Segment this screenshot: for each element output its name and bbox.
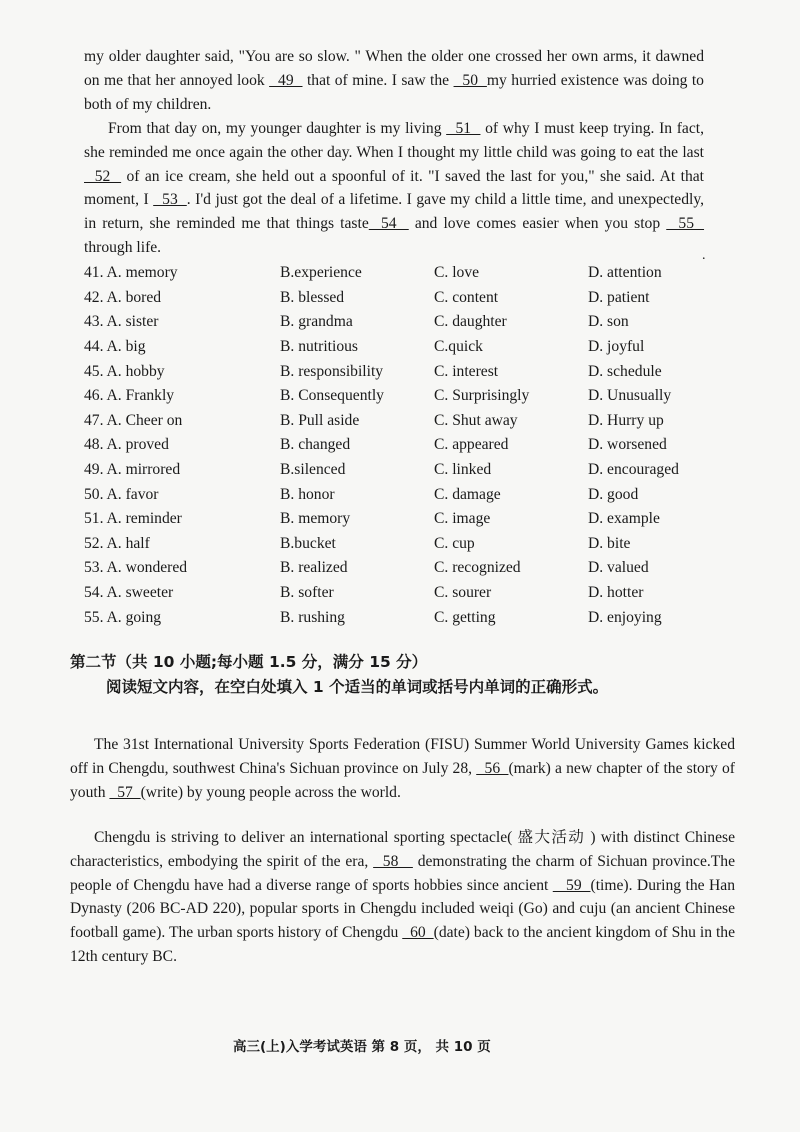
option-c: C. getting xyxy=(434,608,496,626)
option-a: 54. A. sweeter xyxy=(84,584,174,602)
passage-text: (mark) a new chapter of the story of youth xyxy=(70,759,735,801)
option-row xyxy=(84,532,724,557)
passage-text: my older daughter said, "You are so slow. " When the older one crossed her own arms, it dawned on me that her annoyed look xyxy=(84,48,704,89)
option-d: D. joyful xyxy=(588,338,645,356)
option-row xyxy=(84,605,724,630)
option-d: D. hotter xyxy=(588,584,644,602)
passage2-paragraph-1 xyxy=(70,733,735,804)
option-d: D. good xyxy=(588,485,639,503)
option-b: B. honor xyxy=(280,485,335,503)
option-b: B. changed xyxy=(280,436,351,454)
option-a: 50. A. favor xyxy=(84,485,159,503)
option-row xyxy=(84,310,724,335)
answer-blank: 59 xyxy=(552,876,591,894)
option-d: D. example xyxy=(588,510,660,528)
option-c: C. content xyxy=(434,288,499,306)
option-b: B. responsibility xyxy=(280,362,384,380)
option-a: 55. A. going xyxy=(84,608,162,626)
answer-blank: 57 xyxy=(109,783,141,801)
option-a: 51. A. reminder xyxy=(84,510,182,528)
option-a: 49. A. mirrored xyxy=(84,461,181,479)
option-c: C. Shut away xyxy=(434,411,518,429)
option-d: D. attention xyxy=(588,264,662,282)
passage-text: . I'd just got the deal of a lifetime. I gave my child a little time, and unexpectedly, in return, she reminded me that things taste xyxy=(84,191,705,233)
option-a: 53. A. wondered xyxy=(84,559,188,577)
section-2-instruction: 阅读短文内容，在空白处填入 1 个适当的单词或括号内单词的正确形式。 xyxy=(106,678,609,696)
option-b: B. memory xyxy=(280,510,351,528)
answer-blank: 58 xyxy=(373,852,413,870)
option-row xyxy=(84,335,724,360)
option-row xyxy=(84,581,724,606)
passage-text: (time). During the Han Dynasty (206 BC-AD 220), popular sports in Chengdu included weiqi (Go) and cuju (an ancient Chinese football game). The urban sports history of Chengdu xyxy=(70,876,735,942)
answer-blank: 54 xyxy=(368,215,409,233)
option-b: B. grandma xyxy=(280,313,353,331)
answer-blank: 50 xyxy=(453,71,487,89)
option-d: D. schedule xyxy=(588,362,662,380)
answer-blank: 53 xyxy=(153,191,187,209)
passage-text: and love comes easier when you stop xyxy=(408,215,667,233)
option-d: D. bite xyxy=(588,534,631,552)
answer-blank: 51 xyxy=(446,120,481,137)
option-d: D. worsened xyxy=(588,436,667,454)
option-row xyxy=(84,286,724,311)
option-a: 52. A. half xyxy=(84,534,150,552)
option-b: B. softer xyxy=(280,584,334,602)
option-b: B. rushing xyxy=(280,608,345,626)
passage-text: The 31st International University Sports Federation (FISU) Summer World University Games kicked off in Chengdu, southwest China's Sichuan province on July 28, xyxy=(70,736,735,777)
option-d: D. son xyxy=(588,313,629,331)
option-c: C. interest xyxy=(434,362,499,380)
page-footer: 高三(上)入学考试英语 第 8 页， 共 10 页 xyxy=(233,1039,491,1055)
passage-text: through life. xyxy=(84,238,162,256)
option-b: B.experience xyxy=(280,264,362,282)
option-a: 48. A. proved xyxy=(84,436,169,454)
option-d: D. enjoying xyxy=(588,608,662,626)
option-a: 42. A. bored xyxy=(84,288,162,306)
option-d: D. patient xyxy=(588,288,650,306)
option-d: D. valued xyxy=(588,559,649,577)
passage-text: that of mine. I saw the xyxy=(302,71,454,89)
stray-mark: . xyxy=(702,248,706,263)
option-row xyxy=(84,507,724,532)
option-c: C. Surprisingly xyxy=(434,387,530,405)
option-b: B.bucket xyxy=(280,534,336,552)
passage-text: (write) by young people across the world. xyxy=(140,783,401,801)
option-d: D. Hurry up xyxy=(588,411,664,429)
option-a: 45. A. hobby xyxy=(84,362,165,380)
passage-text: From that day on, my younger daughter is my living xyxy=(108,120,447,137)
passage2-paragraph-2 xyxy=(70,826,735,969)
option-c: C. appeared xyxy=(434,436,509,454)
answer-blank: 56 xyxy=(476,759,509,777)
option-d: D. Unusually xyxy=(588,387,672,405)
answer-blank: 52 xyxy=(84,167,122,185)
passage-text: demonstrating the charm of Sichuan province.The people of Chengdu have had a diverse range of sports hobbies since ancient xyxy=(70,852,736,894)
answer-blank: 55 xyxy=(666,215,705,233)
option-row xyxy=(84,409,724,434)
option-row xyxy=(84,556,724,581)
option-c: C.quick xyxy=(434,338,483,356)
option-c: C. image xyxy=(434,510,491,528)
option-c: C. damage xyxy=(434,485,501,503)
option-a: 46. A. Frankly xyxy=(84,387,175,405)
option-c: C. daughter xyxy=(434,313,507,331)
option-c: C. love xyxy=(434,264,480,282)
option-row xyxy=(84,384,724,409)
option-d: D. encouraged xyxy=(588,461,679,479)
option-row xyxy=(84,359,724,384)
passage1-paragraph-2 xyxy=(84,117,704,260)
option-c: C. cup xyxy=(434,534,475,552)
option-b: B. Pull aside xyxy=(280,411,360,429)
section-2-heading: 第二节（共 10 小题;每小题 1.5 分，满分 15 分） xyxy=(70,653,428,671)
passage-text: my hurried existence was doing to both of my children. xyxy=(84,71,704,113)
option-a: 43. A. sister xyxy=(84,313,159,331)
option-c: C. linked xyxy=(434,461,492,479)
option-c: C. sourer xyxy=(434,584,492,602)
option-row xyxy=(84,433,724,458)
passage-text: of why I must keep trying. In fact, she reminded me once again the other day. When I thought my little child was going to eat the last xyxy=(84,120,705,161)
option-c: C. recognized xyxy=(434,559,521,577)
answer-blank: 49 xyxy=(269,71,303,89)
answer-options-table xyxy=(84,261,724,630)
passage1-paragraph-continued xyxy=(84,45,704,116)
passage-text: of an ice cream, she held out a spoonful of it. "I saved the last for you," she said. At that moment, I xyxy=(84,167,705,209)
option-b: B. realized xyxy=(280,559,348,577)
option-b: B. blessed xyxy=(280,288,345,306)
option-b: B. Consequently xyxy=(280,387,384,405)
option-row xyxy=(84,261,724,286)
passage-text: (date) back to the ancient kingdom of Shu in the 12th century BC. xyxy=(70,924,735,965)
passage-text: Chengdu is striving to deliver an international sporting spectacle( 盛大活动 ) with distinct Chinese characteristics, embodying the spirit of the era, xyxy=(70,829,735,870)
option-a: 44. A. big xyxy=(84,338,146,356)
option-b: B.silenced xyxy=(280,461,346,479)
option-b: B. nutritious xyxy=(280,338,358,356)
option-a: 41. A. memory xyxy=(84,264,178,282)
option-a: 47. A. Cheer on xyxy=(84,411,183,429)
answer-blank: 60 xyxy=(402,924,434,942)
option-row xyxy=(84,458,724,483)
option-row xyxy=(84,482,724,507)
